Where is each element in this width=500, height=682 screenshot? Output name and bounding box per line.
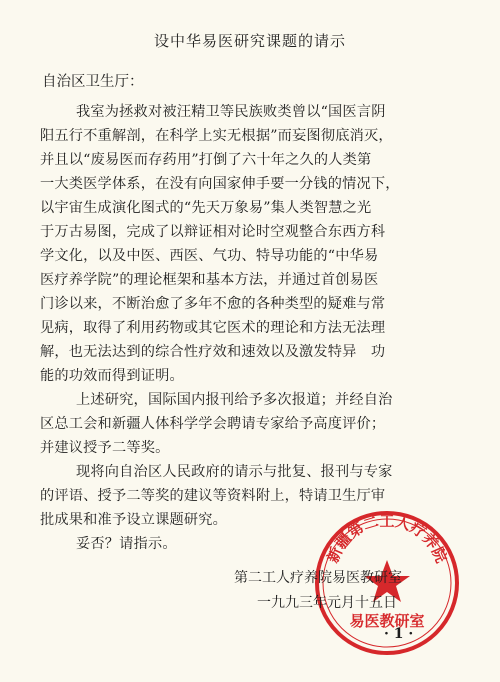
body-line: 一大类医学体系，在没有向国家伸手要一分钱的情况下， [40,176,400,192]
body-line: 阳五行不重解剖，在科学上实无根据”而妄图彻底消灭， [40,128,393,144]
date: 一九九三年元月十五日 [257,595,397,611]
body-line: 批成果和准予设立课题研究。 [40,512,228,528]
body-line: 上述研究，国际国内报刊给予多次报道；并经自治 [76,392,393,408]
document-title: 设中华易医研究课题的请示 [153,32,346,50]
body-line: 妥否？请指示。 [76,536,177,552]
body-line: 以宇宙生成演化图式的“先天万象易”集人类智慧之光 [40,200,372,216]
body-line: 学文化，以及中医、西医、气功、特导功能的“中华易 [40,248,379,264]
seal-center-text: 易医教研室 [349,612,425,630]
svg-text:新疆第二工人疗养院 [324,512,451,566]
body-line: 并且以“废易医而存药用”打倒了六十年之久的人类第 [40,152,372,168]
body-line: 于万古易图，完成了以辩证相对论时空观整合东西方科 [40,224,386,240]
seal-ring-text: 新疆第二工人疗养院 [323,511,451,566]
body-line: 的评语、授予二等奖的建议等资料附上，特请卫生厅审 [40,488,386,504]
body-line: 我室为拯救对被汪精卫等民族败类曾以“国医言阴 [76,104,386,120]
body-line: 见病，取得了利用药物或其它医术的理论和方法无法理 [40,320,386,336]
body-line: 区总工会和新疆人体科学学会聘请专家给予高度评价； [40,416,386,432]
addressee: 自治区卫生厅： [42,74,144,90]
body-line: 门诊以来，不断治愈了多年不愈的各种类型的疑难与常 [40,296,386,312]
body-line: 并建议授予二等奖。 [40,440,170,456]
body-line: 医疗养学院”的理论框架和基本方法，并通过首创易医 [40,272,379,288]
page-number: · 1 · [384,626,414,642]
signature: 第二工人疗养院易医教研室 [234,570,402,586]
body-line: 能的功效而得到证明。 [40,368,184,384]
body-line: 解，也无法达到的综合性疗效和速效以及激发特异 功 [40,344,386,360]
body-line: 现将向自治区人民政府的请示与批复、报刊与专家 [76,464,393,480]
